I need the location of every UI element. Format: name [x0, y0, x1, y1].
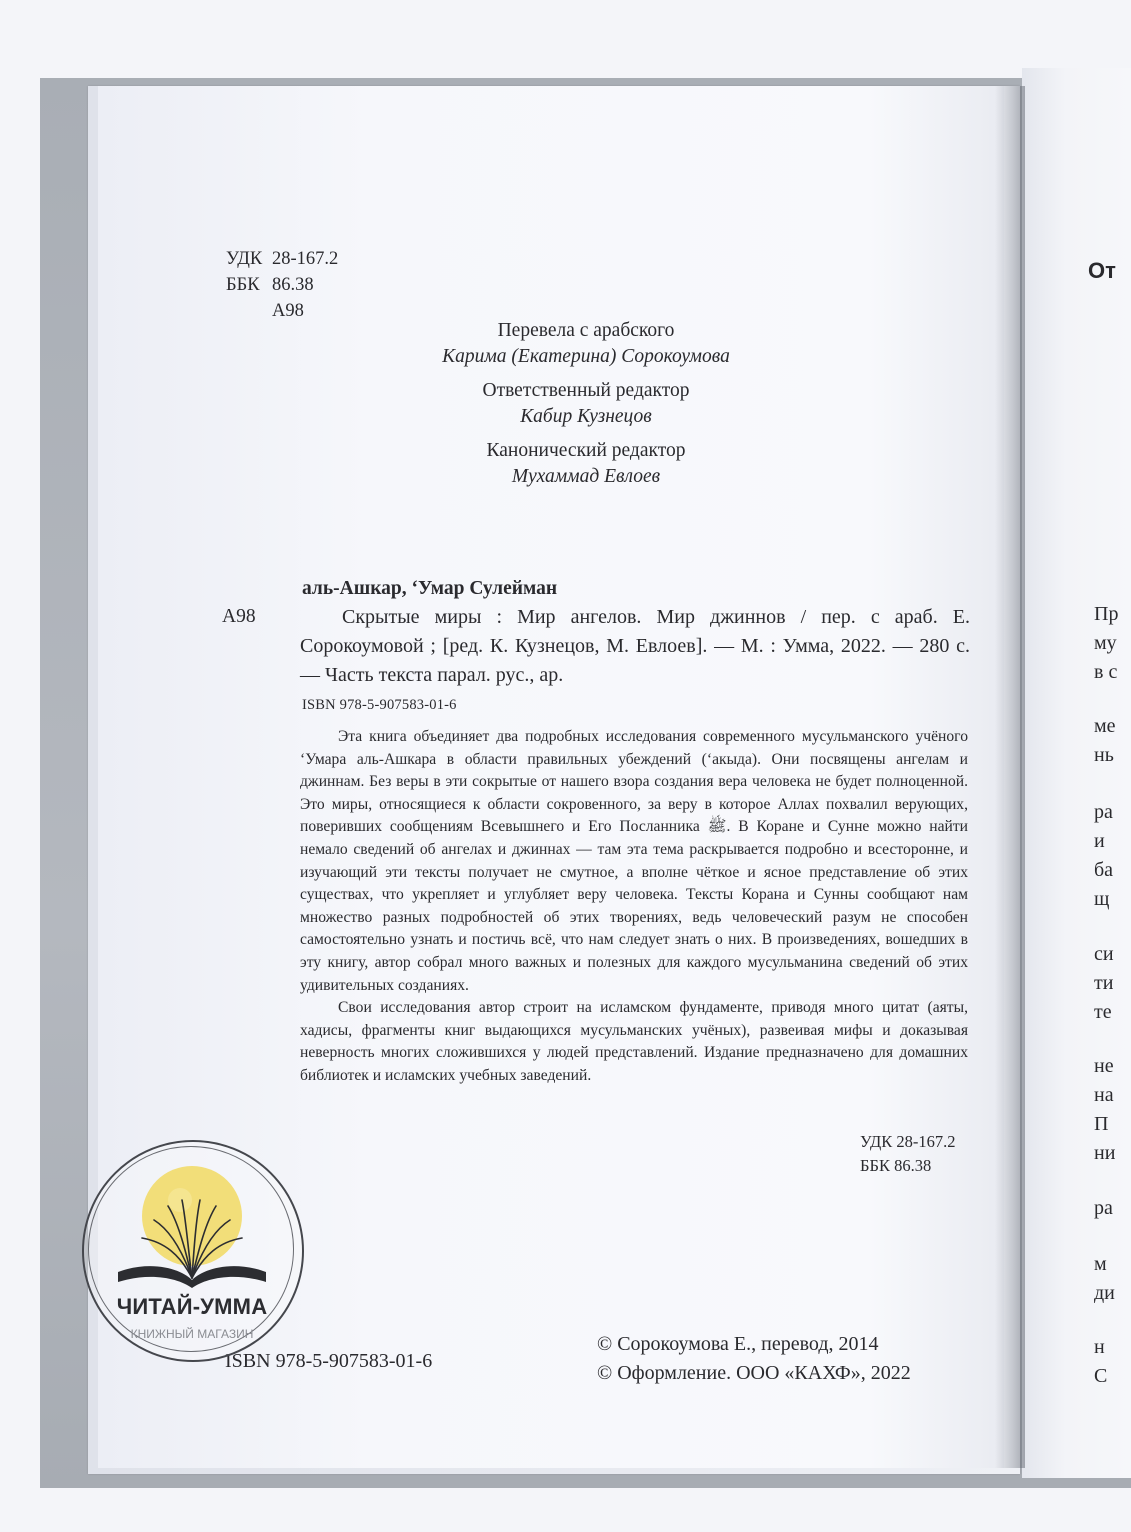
credit-role: Ответственный редактор — [482, 380, 690, 401]
bib-index: А98 — [222, 606, 256, 627]
right-page-fragment: те — [1094, 1001, 1112, 1023]
bib-description: Скрытые миры : Мир ангелов. Мир джиннов / пер. с араб. Е. Сорокоумовой ; [ред. К. Кузнецов, М. Евлоев]. — М. : Умма, 2022. — 280 с. — Часть текста парал. рус., ар. — [300, 606, 970, 686]
stamp-title: ЧИТАЙ-УММА — [116, 1294, 268, 1319]
right-page-fragment: и — [1094, 830, 1105, 852]
bib-author: аль-Ашкар, ʻУмар Сулейман — [302, 578, 558, 599]
credits-block — [386, 318, 786, 498]
right-page-heading: От — [1088, 258, 1116, 283]
bbk-value: 86.38 — [272, 275, 314, 295]
right-page-fragment: Пр — [1094, 603, 1119, 625]
right-page-fragment: нь — [1094, 744, 1114, 766]
right-page-fragment: си — [1094, 943, 1114, 965]
right-page-fragment: ди — [1094, 1282, 1115, 1304]
annotation-paragraph: Свои исследования автор строит на исламском фундаменте, приводя много цитат (аяты, хадисы, фрагменты книг выдающихся мусульманских учёных), развеивая мифы и доказывая неверность многих сложившихся у людей представлений. Издание предназначено для домашних библиотек и исламских учебных заведений. — [300, 999, 968, 1084]
right-page-fragment: С — [1094, 1365, 1108, 1387]
udk-bottom — [860, 1130, 956, 1178]
credit-name: Кабир Кузнецов — [520, 406, 652, 427]
right-page-fragment: ти — [1094, 972, 1114, 994]
author-mark: А98 — [272, 301, 304, 321]
udk-bottom-udk: УДК 28-167.2 — [860, 1132, 956, 1151]
credit-role: Перевела с арабского — [497, 320, 675, 341]
book-gutter-shadow — [995, 86, 1025, 1468]
credit-name: Мухаммад Евлоев — [511, 466, 661, 487]
annotation — [300, 726, 968, 1088]
right-page-fragment: ни — [1094, 1142, 1116, 1164]
right-page-fragment: ра — [1094, 801, 1113, 823]
right-page-fragment: ба — [1094, 859, 1114, 881]
copyrights — [597, 1330, 911, 1388]
open-book-moon-icon — [110, 1160, 274, 1290]
copyright-line: © Сорокоумова Е., перевод, 2014 — [597, 1333, 879, 1355]
right-page-fragment: П — [1094, 1113, 1109, 1135]
right-page-fragment: н — [1094, 1336, 1105, 1358]
right-page-fragment: щ — [1094, 888, 1110, 910]
bbk-label: ББК — [226, 275, 260, 295]
right-page-fragment: му — [1094, 632, 1117, 654]
credit-role: Канонический редактор — [486, 440, 686, 461]
udk-value: 28-167.2 — [272, 249, 339, 269]
right-page-fragment: ме — [1094, 715, 1116, 737]
isbn-bottom: ISBN 978-5-907583-01-6 — [225, 1350, 433, 1372]
udk-block — [226, 246, 338, 324]
annotation-paragraph: Эта книга объединяет два подробных исследования современного мусульманского учёного ʻУмара аль-Ашкара в области правильных убеждений (ʻакыда). Они посвящены ангелам и джиннам. Без веры в эти сокрытые от нашего взора создания вера человека не будет полноценной. Это миры, относящиеся к области сокровенного, за веру в которое Аллах похвалил верующих, поверивших сообщениям Всевышнего и Его Посланника ﷺ. В Коране и Сунне можно найти немало сведений об ангелах и джиннах — там эта тема раскрывается подробно и всесторонне, и изучающий эти тексты получает не смутное, а вполне чёткое и ясное представление об этих существах, что укрепляет и углубляет веру человека. Тексты Корана и Сунны сообщают нам множество разных подробностей об этих творениях, ведь человеческий разум не способен самостоятельно узнать и постичь всё, что нам следует знать о них. В произведениях, вошедших в эту книгу, автор собрал много важных и полезных для каждого мусульманина сведений об этих удивительных созданиях. — [300, 728, 968, 994]
stamp-subtitle: КНИЖНЫЙ МАГАЗИН — [130, 1327, 254, 1341]
credit-name: Карима (Екатерина) Сорокоумова — [442, 346, 730, 367]
right-page-fragment: не — [1094, 1055, 1114, 1077]
bib-isbn: ISBN 978-5-907583-01-6 — [302, 697, 457, 713]
right-page-fragment: в с — [1094, 661, 1118, 683]
udk-label: УДК — [226, 249, 263, 269]
right-page-fragment: на — [1094, 1084, 1114, 1106]
right-page-fragment: м — [1094, 1253, 1107, 1275]
copyright-line: © Оформление. ООО «КАХФ», 2022 — [597, 1362, 911, 1384]
udk-bottom-bbk: ББК 86.38 — [860, 1156, 932, 1175]
right-page-fragment: ра — [1094, 1197, 1113, 1219]
